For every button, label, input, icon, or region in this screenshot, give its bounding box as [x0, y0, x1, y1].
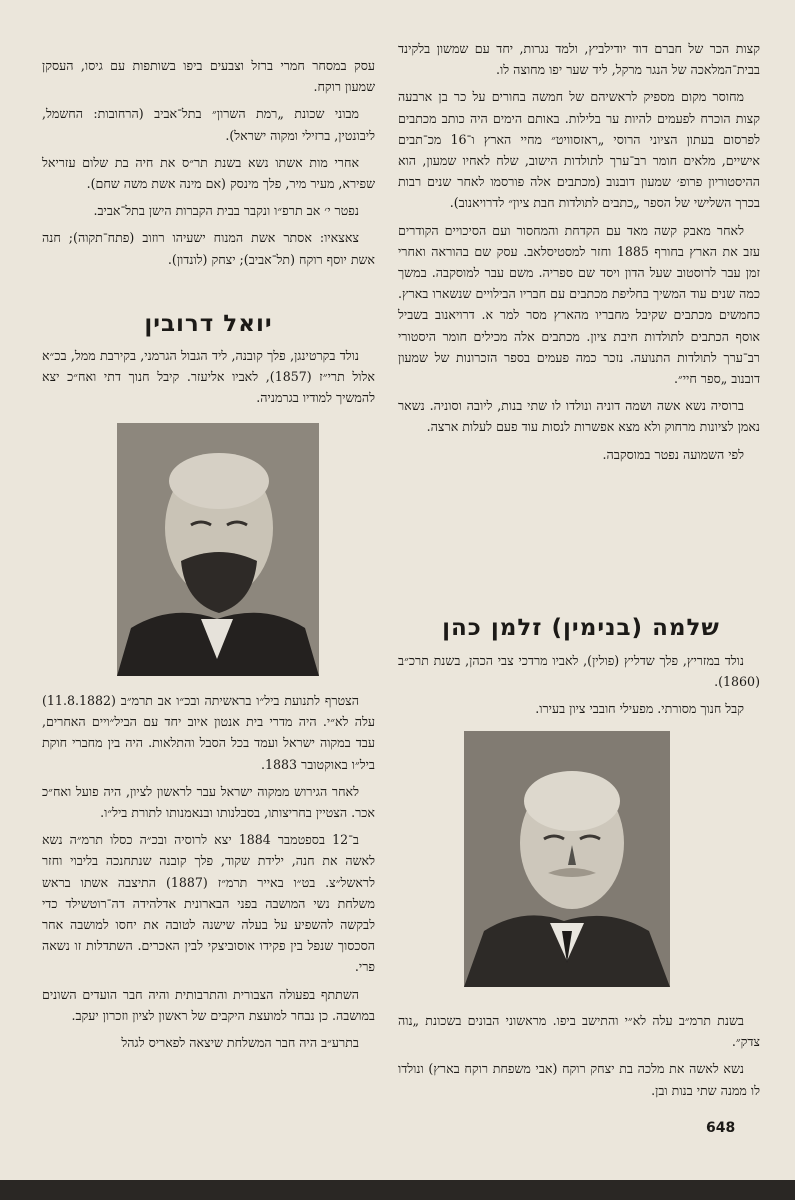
left-column-top: [42, 55, 375, 276]
paragraph: נולד במזריץ, פלך שדליץ (פולין), לאביו מרדכי צבי הכהן, בשנת תרכ״ב (1860).: [398, 653, 760, 690]
portrait-droubin-icon: [117, 423, 319, 676]
paragraph: בתרע״ב היה חבר המשלחת שיצאה לפאריס לגהל: [121, 1035, 359, 1051]
paragraph: הצטרף לתנועת ביל״ו בראשיתה ובכ״ו אב תרמ״ב (11.8.1882) עלה לא״י. היה מדרי בית אנטון איוב יחד עם הביל״ויים האחרים, עבד במקוה ישראל ועמד בכל הסבל והתלאות. היה בין מחברי חוקת ביל״ו באוקטובר 1883.: [42, 693, 375, 772]
paragraph: לאחר מאבק קשה מאד עם הקדחת והמחסור ועם הסיכויים הקודרים עזב את הארץ בחורף 1885 וחזר למסטיסלאב. עסק שם בהוראה ואחרי זמן עבר לרוסטוב שעל הדון ויסד שם ספריה. משם עבר למוסקבה. במשך כמה שנים עוד המשיך בחליפת מכתבים עם חבריו הבילויים שנשארו בארץ. כחמשים מכתבים שקיבל מחבריו מהארץ מסר למר א. דרויאנוב בשביל אוסף הכתבים לתולדות חיבת ציון. מכתבים אלה מכילים חומר היסטורי רב־ערך לתולדות התנועה. נזכר כמה פעמים בספר הזכרונות של שמעון דובנוב „ספר חיי״.: [398, 222, 760, 387]
droubin-after-photo: [42, 690, 375, 1059]
paragraph: עסק במסחר חמרי ברזל וצבעים ביפו בשותפות עם גיסו, העסקן שמעון רוקח.: [42, 58, 375, 95]
paragraph: נשא לאשה את מלכה בת יצחק רוקח (אבי משפחת רוקח בארץ) ונולדו לו ממנה שתי בנות ובן.: [398, 1061, 760, 1098]
cohen-after-photo: [398, 1010, 760, 1107]
portrait-photo-droubin: [117, 423, 319, 676]
page-number: 648: [706, 1120, 736, 1136]
biography-heading-cohen: שלמה (בנימין) זלמן כהן: [442, 615, 720, 641]
paragraph: מבוני שכונת „רמת השרון״ בתל־אביב (הרחובות: החשמל, ליבונטין, ברזילי ומקוה ישראל).: [42, 106, 375, 143]
paragraph: אחרי מות אשתו נשא בשנת תר״ס את חיה בת שלום עזריאל שפירא, מעיר מיר, פלך מינסק (אם מינה אשת משה שחם).: [42, 154, 375, 192]
paragraph: לאחר הגירוש ממקוה ישראל עבר לראשון לציון, היה פועל ואח״כ אכר. הצטיין בחריצותו, בסבלנותו ובנאמנותו לתורת ביל״ו.: [42, 783, 375, 821]
paragraph: צאצאיו: אסתר אשת המנוח ישעיהו רוזוב (פתח־תקוה); חנה אשת יוסף רוקח (תל־אביב); יצחק (לונדון).: [42, 230, 375, 267]
paragraph: נולד בקרטינגן, פלך קובנה, ליד הגבול הגרמני, בקירבת ממל, בכ״א אלול תרי״ז (1857), לאביו אליעזר. קיבל חנוך דתי ואח״כ יצא להמשיך למודיו בגרמניה.: [42, 348, 375, 406]
right-column: [398, 38, 760, 471]
biography-heading-droubin: יואל דרובין: [144, 311, 273, 337]
portrait-photo-cohen: [464, 731, 670, 987]
paragraph: ב־12 בספטמבר 1884 יצא לרוסיה ובכ״ה כסלו תרמ״ה נשא לאשה את חנה, ילידת שקוד, פלך קובנה שנתחנכה בליבוי וחזר לראשל״צ. בט״ו באייר תרמ״ז (1887) התיצבה אשתו בראש משלחת נשי המושבה בפני הבארונית אדלהידה דה־רוטשילד כדי לבקשה להשפיע על בעלה שישנה לטובה את יחסו למושבה אחר הסכסוך שנפל בין פקידו אוסוביצקי לבין האכרים. השתדלות זו נשאה פרי.: [42, 832, 375, 975]
portrait-cohen-icon: [464, 731, 670, 987]
paragraph: קבל חנוך מסורתי. מפעילי חובבי ציון בעירו.: [535, 701, 744, 717]
scan-edge: [0, 1180, 795, 1200]
paragraph: בשנת תרמ״ב עלה לא״י והתישב ביפו. מראשוני הבונים בשכונת „נוה צדק״.: [398, 1013, 760, 1050]
paragraph: השתתף בפעולה הצבורית והתרבותית והיה חבר הועדים השונים במושבה. כן נבחר למועצת היקבים של ראשון לציון וזכרון יעקב.: [42, 986, 375, 1023]
paragraph: ברוסיה נשא אשה ושמה דוניה ונולדו לו שתי בנות, ליובה וסוניה. נשאר נאמן לציונות מרחוק ולא מצא אפשרות לנסות עוד פעם לעלות ארצה.: [398, 398, 760, 435]
paragraph: נפטר י׳ אב תרפ״ו ונקבר בבית הקברות הישן בתל־אביב.: [93, 203, 359, 219]
droubin-intro: [42, 345, 375, 415]
paragraph: לפי השמועה נפטר במוסקבה.: [602, 446, 744, 462]
paragraph: מחוסר מקום מספיק לראשיהם של חמשה בחורים על כר בן ארבעה קצות הוכרח לפעמים להיות ער בלילות. באותם הימים היה כותב מכתבים לפרסום בעתון הציוני הרוסי „ראזסוויט״ מחיי הארץ ו־16 מכ־תבים אישיים, מלאים חומר רב־ערך לתולדות הישוב, שלח לאחיו שמעון, הוא ההיסטוריון פרופ׳ שמעון דובנוב (מכתבים אלה פורסמו לאחר שנים רבות בכרך השלישי של הספר „כתבים לתולדות חבת ציון״ לדרויאנוב).: [398, 89, 760, 211]
paragraph: קצות הכר של חברם דוד יודילביץ, ולמד נגרות, יחד עם שמשון בלקינד בבית־המלאכה של הנגר מרקל, ליד שער יפו מחוצה לו.: [398, 41, 760, 78]
cohen-intro: [398, 650, 760, 726]
